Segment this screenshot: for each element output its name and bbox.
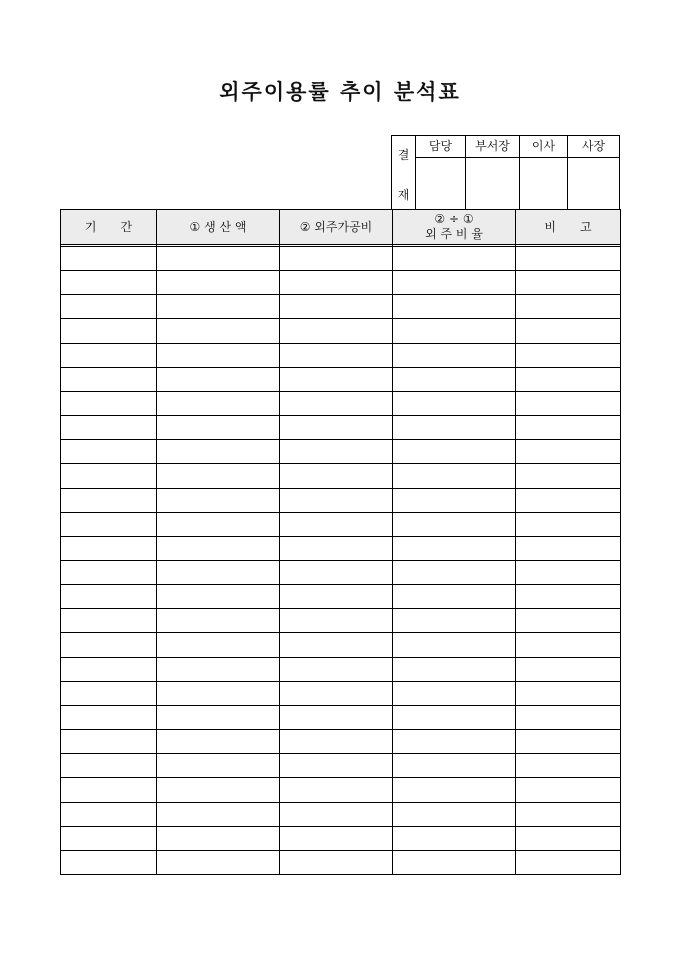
approval-box: [391, 135, 620, 210]
approval-label-column: [392, 136, 416, 209]
table-row-divider: [61, 850, 620, 851]
table-row-divider: [61, 705, 620, 706]
table-row-divider: [61, 391, 620, 392]
approval-header-director: 이사: [520, 136, 567, 158]
table-row-divider: [61, 536, 620, 537]
header-ratio-label: 외 주 비 율: [425, 227, 483, 241]
approval-column-manager: [416, 136, 466, 209]
table-row-divider: [61, 802, 620, 803]
table-row-divider: [61, 463, 620, 464]
table-row-divider: [61, 753, 620, 754]
column-divider: [515, 210, 516, 874]
approval-header-president: 사장: [568, 136, 619, 158]
table-row-divider: [61, 439, 620, 440]
table-row-divider: [61, 488, 620, 489]
table-row-divider: [61, 657, 620, 658]
approval-header-department-head: 부서장: [466, 136, 519, 158]
table-row-divider: [61, 826, 620, 827]
table-row-divider: [61, 608, 620, 609]
column-divider: [156, 210, 157, 874]
table-header: [61, 210, 620, 244]
header-remarks: 비 고: [544, 220, 592, 234]
table-row-divider: [61, 270, 620, 271]
header-ratio-formula: ② ÷ ①: [434, 212, 474, 226]
table-row-divider: [61, 294, 620, 295]
header-outsourcing-cost: ② 외주가공비: [299, 220, 373, 234]
approval-column-president: [568, 136, 619, 209]
table-row-divider: [61, 729, 620, 730]
table-row-divider: [61, 777, 620, 778]
table-row-divider: [61, 632, 620, 633]
header-period: 기 간: [84, 220, 133, 234]
approval-header-manager: 담당: [416, 136, 465, 158]
approval-label-top: 결: [397, 148, 410, 162]
table-row-divider: [61, 367, 620, 368]
header-production: ① 생 산 액: [189, 220, 247, 234]
approval-label-bottom: 재: [397, 188, 410, 202]
column-divider: [279, 210, 280, 874]
table-row-divider: [61, 415, 620, 416]
header-ratio: [393, 210, 515, 244]
table-row-divider: [61, 343, 620, 344]
analysis-table: [60, 209, 621, 875]
column-divider: [392, 210, 393, 874]
approval-column-department-head: [466, 136, 520, 209]
table-row-divider: [61, 681, 620, 682]
table-row-divider: [61, 512, 620, 513]
page-title: 외주이용률 추이 분석표: [219, 79, 461, 104]
table-row-divider: [61, 560, 620, 561]
approval-column-director: [520, 136, 568, 209]
table-row-divider: [61, 318, 620, 319]
table-row-divider: [61, 584, 620, 585]
header-divider: [61, 244, 620, 247]
